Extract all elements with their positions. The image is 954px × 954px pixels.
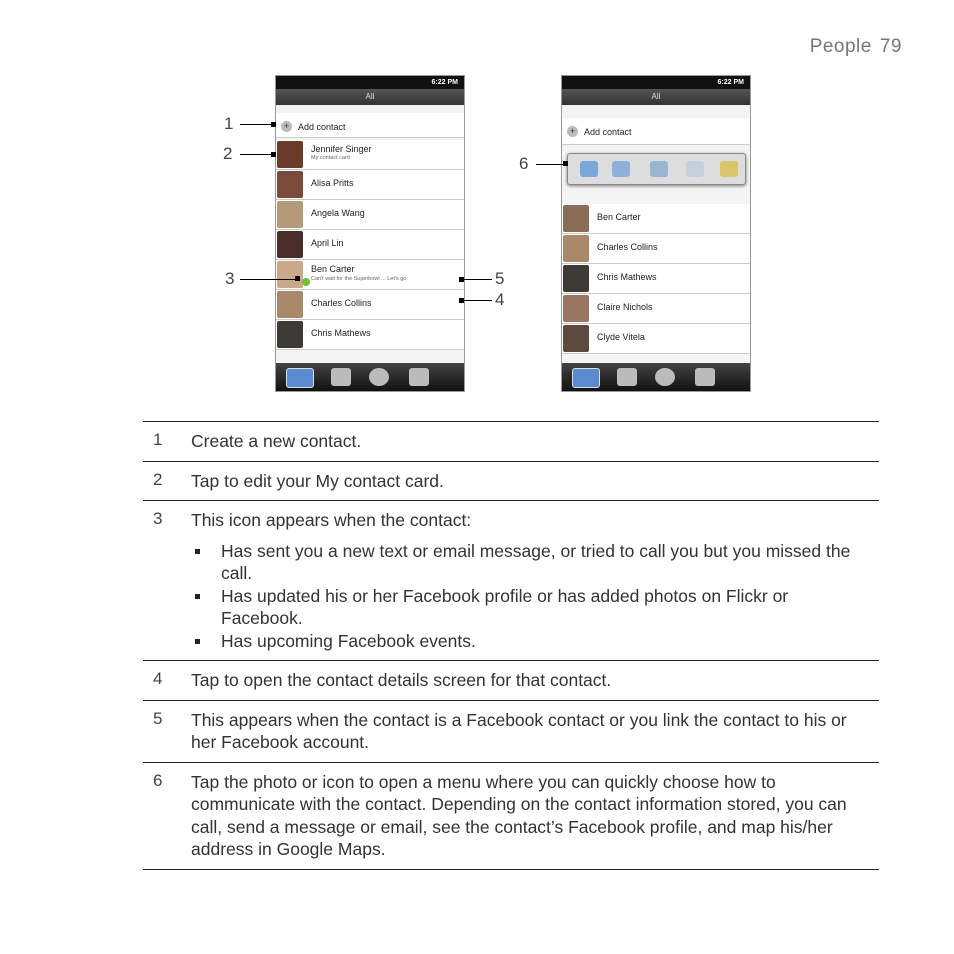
online-directories-tab-icon[interactable] [369,368,389,386]
callout-line [460,279,492,280]
online-directories-tab-icon[interactable] [655,368,675,386]
callout-marker [271,152,276,157]
row-number: 5 [153,708,163,728]
contact-photo[interactable] [277,141,303,168]
callout-marker [271,122,276,127]
bullet-item: Has updated his or her Facebook profile or has added photos on Flickr or Facebook. [191,585,869,630]
quick-contact-menu [567,153,746,185]
contact-row[interactable] [276,320,464,350]
contact-photo[interactable] [277,291,303,318]
callout-marker [563,161,568,166]
row-number: 4 [153,669,163,688]
table-row [143,500,879,660]
callout-line [536,164,566,165]
row-number: 2 [153,469,163,489]
table-row [143,421,879,461]
add-contact-row[interactable] [276,113,464,138]
contact-photo[interactable] [277,261,303,288]
contact-row[interactable] [276,230,464,260]
callout-2: 2 [223,144,233,163]
title-bar [562,89,750,105]
status-bar [276,76,464,89]
contact-name: Alisa Pritts [311,178,354,188]
list-title: All [365,92,375,101]
people-tab-icon[interactable] [572,368,600,388]
contact-list [562,106,750,363]
add-contact-label: Add contact [584,127,632,137]
callout-line [240,154,274,155]
callout-marker [459,298,464,303]
contact-name: April Lin [311,238,344,248]
contact-photo[interactable] [277,231,303,258]
row-number: 3 [153,509,163,528]
phone-call-icon[interactable] [580,161,598,177]
contact-photo[interactable] [563,295,589,322]
contact-row[interactable] [276,260,464,290]
contact-photo[interactable] [563,325,589,352]
table-row [143,762,879,870]
row-description: Tap the photo or icon to open a menu where you can quickly choose how to communicate with the contact. Depending on the contact information stored, you can call, send a message or email, see the contact’s Facebook profile, and map his/her address in Google Maps. [191,771,847,859]
callout-3: 3 [225,269,235,288]
table-row [143,700,879,762]
contact-name: Chris Mathews [311,328,371,338]
callout-line [460,300,492,301]
contact-row[interactable] [562,204,750,234]
callout-marker [459,277,464,282]
contact-name: Ben Carter [597,212,641,222]
bottom-tab-bar [276,363,464,391]
contact-row[interactable] [562,324,750,354]
plus-icon: + [567,126,578,137]
phone-screenshot-contacts [275,75,465,392]
contact-name: Clyde Vitela [597,332,645,342]
row-description: This appears when the contact is a Facebook contact or you link the contact to his or her Facebook account. [191,709,847,752]
people-tab-icon[interactable] [286,368,314,388]
phone-screenshot-quick-contact [561,75,751,392]
bullet-list [191,540,869,653]
contact-name: Jennifer Singer [311,144,372,154]
add-contact-row[interactable] [562,118,750,145]
table-row [143,461,879,501]
contact-photo[interactable] [563,205,589,232]
callout-line [240,279,298,280]
callout-4: 4 [495,290,505,309]
contact-name: Charles Collins [311,298,372,308]
bullet-item: Has upcoming Facebook events. [191,630,869,653]
message-icon[interactable] [650,161,668,177]
row-description: This icon appears when the contact: [191,510,472,530]
callout-6: 6 [519,154,529,173]
callout-1: 1 [224,114,234,133]
contact-status-text: Can't wait for the Superbowl ... Let's go [311,276,407,282]
contact-name: Claire Nichols [597,302,653,312]
page-number: 79 [879,36,902,57]
map-icon[interactable] [720,161,738,177]
contact-subtext: My contact card [311,155,350,161]
row-description-block [191,509,869,652]
row-number: 1 [153,430,163,449]
row-description: Tap to open the contact details screen for that contact. [191,670,612,690]
page-header [810,36,902,58]
contact-photo[interactable] [277,201,303,228]
contact-photo[interactable] [563,235,589,262]
plus-icon: + [281,121,292,132]
status-time: 6:22 PM [431,79,458,86]
contact-list [276,106,464,363]
groups-tab-icon[interactable] [331,368,351,386]
contact-photo[interactable] [277,171,303,198]
row-description: Create a new contact. [191,431,362,451]
contact-photo[interactable] [563,265,589,292]
row-description: Tap to edit your My contact card. [191,470,444,491]
section-title: People [809,36,872,57]
contact-name: Chris Mathews [597,272,657,282]
contact-row[interactable] [276,290,464,320]
callout-5: 5 [495,269,505,288]
bullet-item: Has sent you a new text or email message, or tried to call you but you missed the call. [191,540,869,585]
status-update-icon [302,278,310,286]
email-icon[interactable] [686,161,704,177]
contact-row[interactable] [276,140,464,170]
contact-row[interactable] [562,234,750,264]
callout-description-table [143,421,879,870]
status-time: 6:22 PM [717,79,744,86]
groups-tab-icon[interactable] [617,368,637,386]
callout-line [240,124,274,125]
contact-name: Ben Carter [311,264,355,274]
add-contact-label: Add contact [298,122,346,132]
table-row [143,660,879,700]
contact-card-icon[interactable] [612,161,630,177]
bottom-tab-bar [562,363,750,391]
call-history-tab-icon[interactable] [409,368,429,386]
contact-name: Angela Wang [311,208,365,218]
contact-name: Charles Collins [597,242,658,252]
row-number: 6 [153,770,163,790]
callout-marker [295,276,300,281]
contact-row[interactable] [562,294,750,324]
list-title: All [651,92,661,101]
contact-row[interactable] [276,170,464,200]
contact-row[interactable] [276,200,464,230]
contact-row[interactable] [562,264,750,294]
title-bar [276,89,464,105]
call-history-tab-icon[interactable] [695,368,715,386]
status-bar [562,76,750,89]
contact-photo[interactable] [277,321,303,348]
